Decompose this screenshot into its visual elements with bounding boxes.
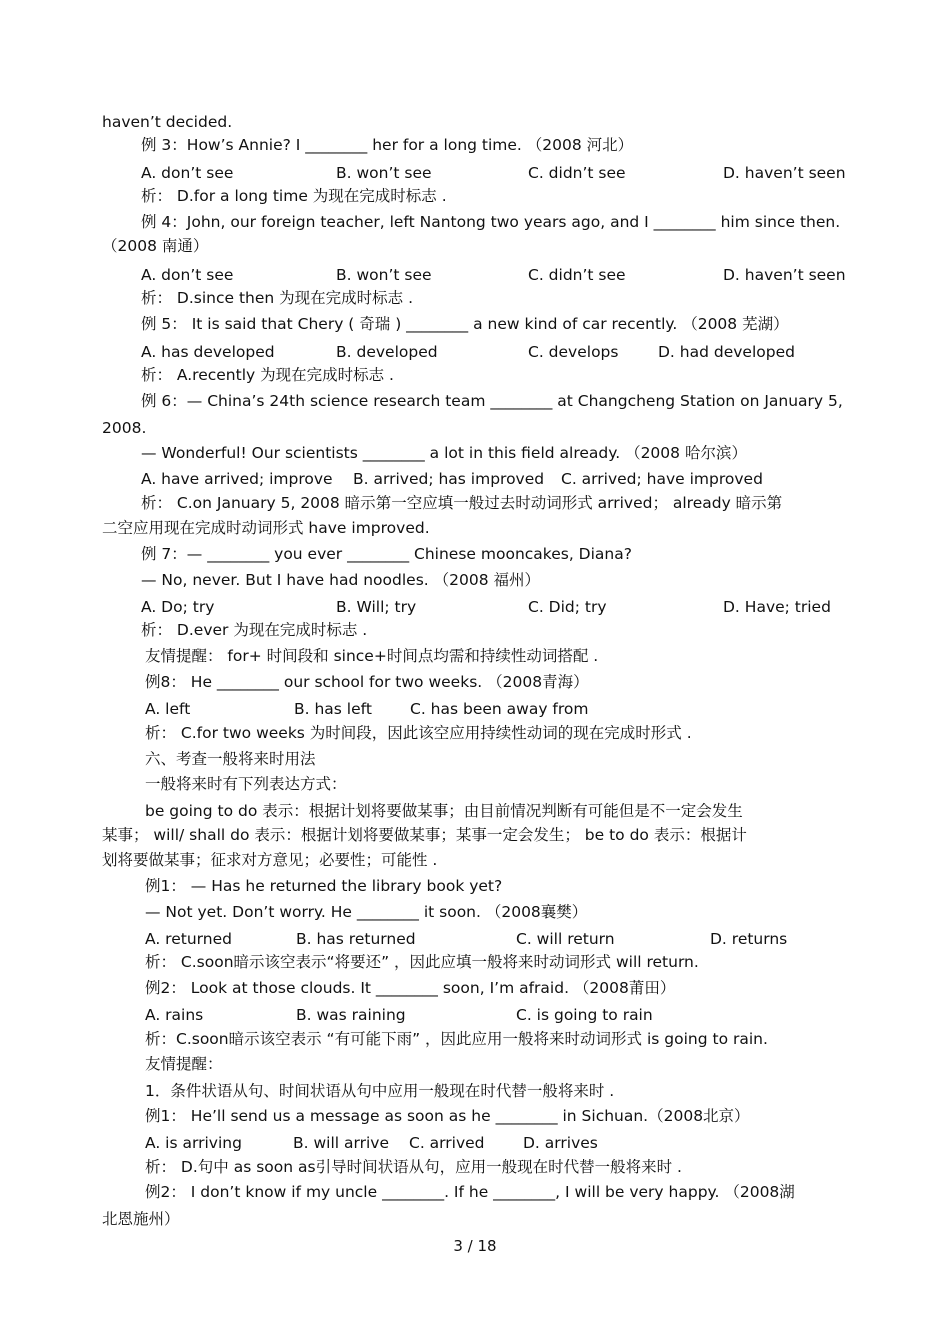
text-line: （2008 南通） [102, 237, 209, 255]
answer-option: C. has been away from [410, 700, 589, 718]
answer-option: A. is arriving [145, 1134, 242, 1152]
text-line: 例 4：John, our foreign teacher, left Nantong two years ago, and I ________ him since then. [141, 213, 841, 231]
text-line: 析： D.ever 为现在完成时标志 . [141, 621, 368, 639]
text-line: 六、考查一般将来时用法 [145, 750, 316, 768]
answer-option: A. don’t see [141, 266, 234, 284]
text-line: 友情提醒： [145, 1055, 223, 1073]
text-line: 1．条件状语从句、时间状语从句中应用一般现在时代替一般将来时 . [145, 1082, 615, 1100]
answer-option: D. had developed [658, 343, 795, 361]
answer-option: B. was raining [296, 1006, 406, 1024]
text-line: 析： D.since then 为现在完成时标志 . [141, 289, 414, 307]
text-line: haven’t decided. [102, 113, 233, 131]
answer-option: C. didn’t see [528, 164, 626, 182]
text-line: 析： D.句中 as soon as引导时间状语从句，应用一般现在时代替一般将来时 . [145, 1158, 682, 1176]
text-line: 例2： I don’t know if my uncle ________. If he ________, I will be very happy. （2008湖 [145, 1183, 795, 1201]
text-line: — Not yet. Don’t worry. He ________ it soon. （2008襄樊） [145, 903, 588, 921]
answer-option: A. left [145, 700, 191, 718]
answer-option: D. returns [710, 930, 788, 948]
text-line: 例1： — Has he returned the library book yet? [145, 877, 503, 895]
answer-option: A. Do; try [141, 598, 215, 616]
answer-option: B. won’t see [336, 164, 432, 182]
text-line: 析： D.for a long time 为现在完成时标志 . [141, 187, 447, 205]
answer-option: C. will return [516, 930, 615, 948]
page-number: 3 / 18 [453, 1237, 497, 1255]
answer-option: A. have arrived; improve [141, 470, 333, 488]
text-line: 友情提醒： for+ 时间段和 since+时间点均需和持续性动词搭配 . [145, 647, 599, 665]
answer-option: A. returned [145, 930, 232, 948]
text-line: 析： C.for two weeks 为时间段，因此该空应用持续性动词的现在完成时形式 . [145, 724, 692, 742]
text-line: 例2： Look at those clouds. It ________ soon, I’m afraid. （2008莆田） [145, 979, 676, 997]
text-line: be going to do 表示：根据计划将要做某事；由目前情况判断有可能但是不一定会发生 [145, 802, 743, 820]
answer-option: B. developed [336, 343, 438, 361]
text-line: 划将要做某事；征求对方意见；必要性；可能性 . [102, 851, 438, 869]
answer-option: D. Have; tried [723, 598, 831, 616]
answer-option: D. haven’t seen [723, 164, 846, 182]
answer-option: D. arrives [523, 1134, 598, 1152]
text-line: 例 6：— China’s 24th science research team ________ at Changcheng Station on January 5, [141, 392, 843, 410]
text-line: 例 5： It is said that Chery ( 奇瑞 ) ________ a new kind of car recently. （2008 芜湖） [141, 315, 789, 333]
text-line: 析：C.soon暗示该空表示 “有可能下雨” ，因此应用一般将来时动词形式 is going to rain. [145, 1030, 768, 1048]
text-line: 析： C.on January 5, 2008 暗示第一空应填一般过去时动词形式 arrived； already 暗示第 [141, 494, 783, 512]
answer-option: B. has returned [296, 930, 416, 948]
text-line: 二空应用现在完成时动词形式 have improved. [102, 519, 430, 537]
text-line: 2008. [102, 419, 147, 437]
text-line: 例 7：— ________ you ever ________ Chinese mooncakes, Diana? [141, 545, 632, 563]
text-line: 一般将来时有下列表达方式： [145, 775, 347, 793]
answer-option: A. has developed [141, 343, 275, 361]
answer-option: B. Will; try [336, 598, 417, 616]
text-line: 北恩施州） [102, 1210, 180, 1228]
answer-option: C. develops [528, 343, 619, 361]
answer-option: B. will arrive [293, 1134, 389, 1152]
answer-option: A. rains [145, 1006, 204, 1024]
answer-option: C. is going to rain [516, 1006, 653, 1024]
answer-option: C. didn’t see [528, 266, 626, 284]
text-line: 析： A.recently 为现在完成时标志 . [141, 366, 394, 384]
answer-option: B. arrived; has improved [353, 470, 545, 488]
answer-option: B. has left [294, 700, 372, 718]
answer-option: A. don’t see [141, 164, 234, 182]
answer-option: C. arrived; have improved [561, 470, 763, 488]
answer-option: B. won’t see [336, 266, 432, 284]
answer-option: D. haven’t seen [723, 266, 846, 284]
text-line: 析： C.soon暗示该空表示“将要还” ，因此应填一般将来时动词形式 will return. [145, 953, 699, 971]
answer-option: C. Did; try [528, 598, 607, 616]
text-line: 例1： He’ll send us a message as soon as he ________ in Sichuan.（2008北京） [145, 1107, 750, 1125]
text-line: 某事； will/ shall do 表示：根据计划将要做某事；某事一定会发生； be to do 表示：根据计 [102, 826, 747, 844]
text-line: — No, never. But I have had noodles. （2008 福州） [141, 571, 541, 589]
text-line: 例 3：How’s Annie? I ________ her for a long time. （2008 河北） [141, 136, 634, 154]
text-line: 例8： He ________ our school for two weeks. （2008青海） [145, 673, 589, 691]
answer-option: C. arrived [409, 1134, 485, 1152]
text-line: — Wonderful! Our scientists ________ a lot in this field already. （2008 哈尔滨） [141, 444, 747, 462]
